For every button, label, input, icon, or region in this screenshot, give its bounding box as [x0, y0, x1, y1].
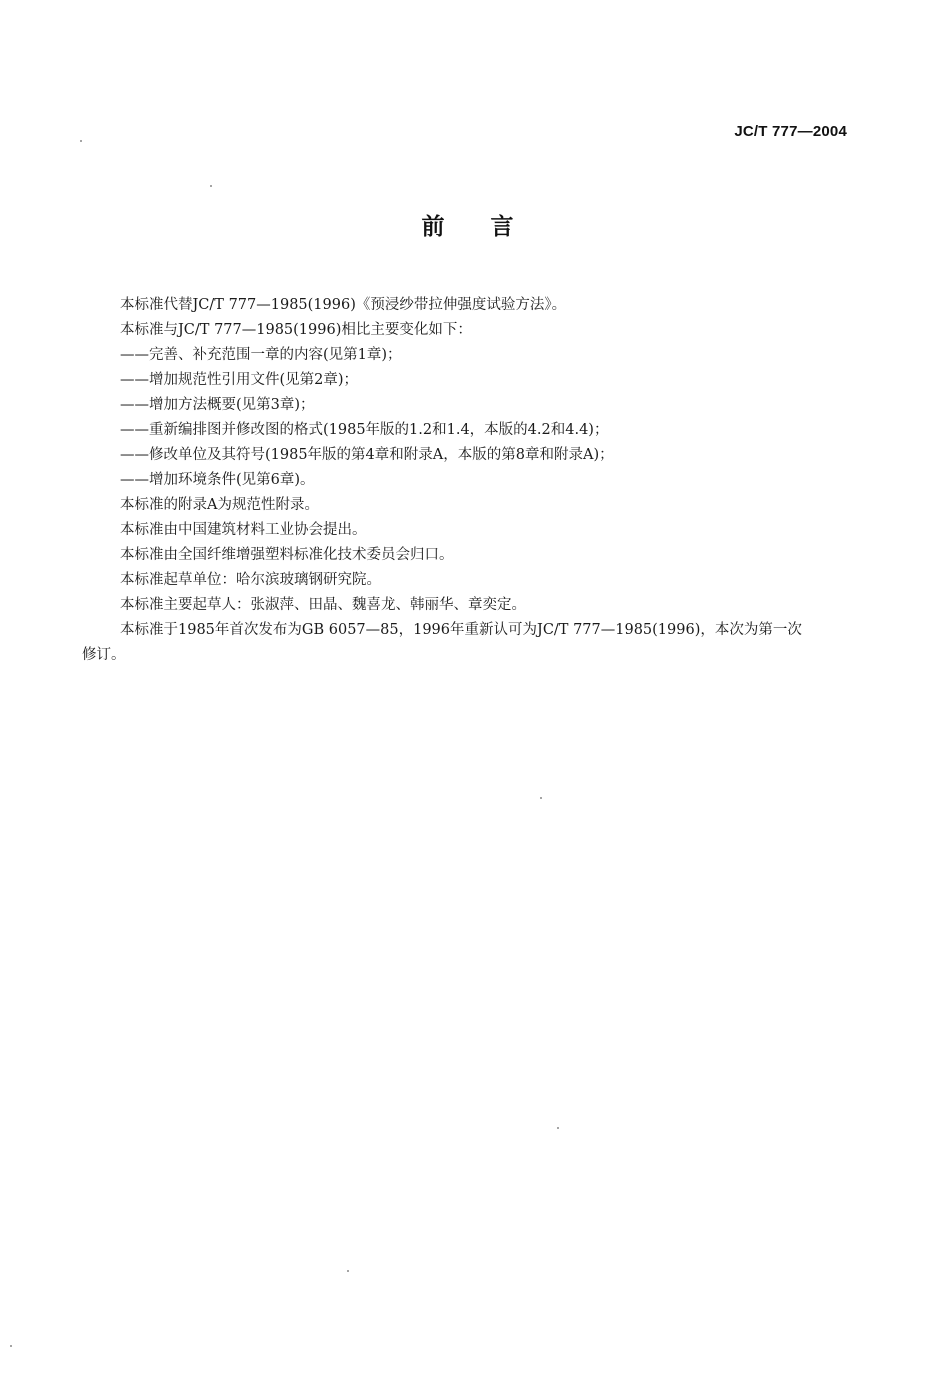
- paragraph-appendix: 本标准的附录A为规范性附录。: [120, 497, 319, 513]
- page-title: 前言: [421, 214, 560, 240]
- list-item-change: ——增加规范性引用文件(见第2章)；: [120, 372, 359, 388]
- list-item-change: ——重新编排图并修改图的格式(1985年版的1.2和1.4，本版的4.2和4.4)；: [120, 422, 609, 438]
- scan-speck: [10, 1345, 12, 1347]
- list-item-change: ——完善、补充范围一章的内容(见第1章)；: [120, 347, 402, 363]
- scan-speck: [347, 1270, 349, 1272]
- scan-speck: [80, 140, 82, 142]
- paragraph-changes-intro: 本标准与JC/T 777—1985(1996)相比主要变化如下：: [120, 322, 472, 338]
- paragraph-history: 本标准于1985年首次发布为GB 6057—85，1996年重新认可为JC/T 777—1985(1996)，本次为第一次: [120, 622, 802, 638]
- paragraph-history-continued: 修订。: [82, 647, 126, 663]
- paragraph-replaces: 本标准代替JC/T 777—1985(1996)《预浸纱带拉伸强度试验方法》。: [120, 297, 567, 313]
- paragraph-committee: 本标准由全国纤维增强塑料标准化技术委员会归口。: [120, 547, 454, 563]
- list-item-change: ——修改单位及其符号(1985年版的第4章和附录A，本版的第8章和附录A)；: [120, 447, 614, 463]
- list-item-change: ——增加方法概要(见第3章)；: [120, 397, 315, 413]
- paragraph-proposer: 本标准由中国建筑材料工业协会提出。: [120, 522, 367, 538]
- paragraph-drafting-unit: 本标准起草单位：哈尔滨玻璃钢研究院。: [120, 572, 381, 588]
- scan-speck: [557, 1127, 559, 1129]
- scan-speck: [210, 185, 212, 187]
- standard-code: JC/T 777—2004: [734, 123, 847, 140]
- paragraph-drafters: 本标准主要起草人：张淑萍、田晶、魏喜龙、韩丽华、章奕定。: [120, 597, 526, 613]
- list-item-change: ——增加环境条件(见第6章)。: [120, 472, 315, 488]
- scan-speck: [540, 797, 542, 799]
